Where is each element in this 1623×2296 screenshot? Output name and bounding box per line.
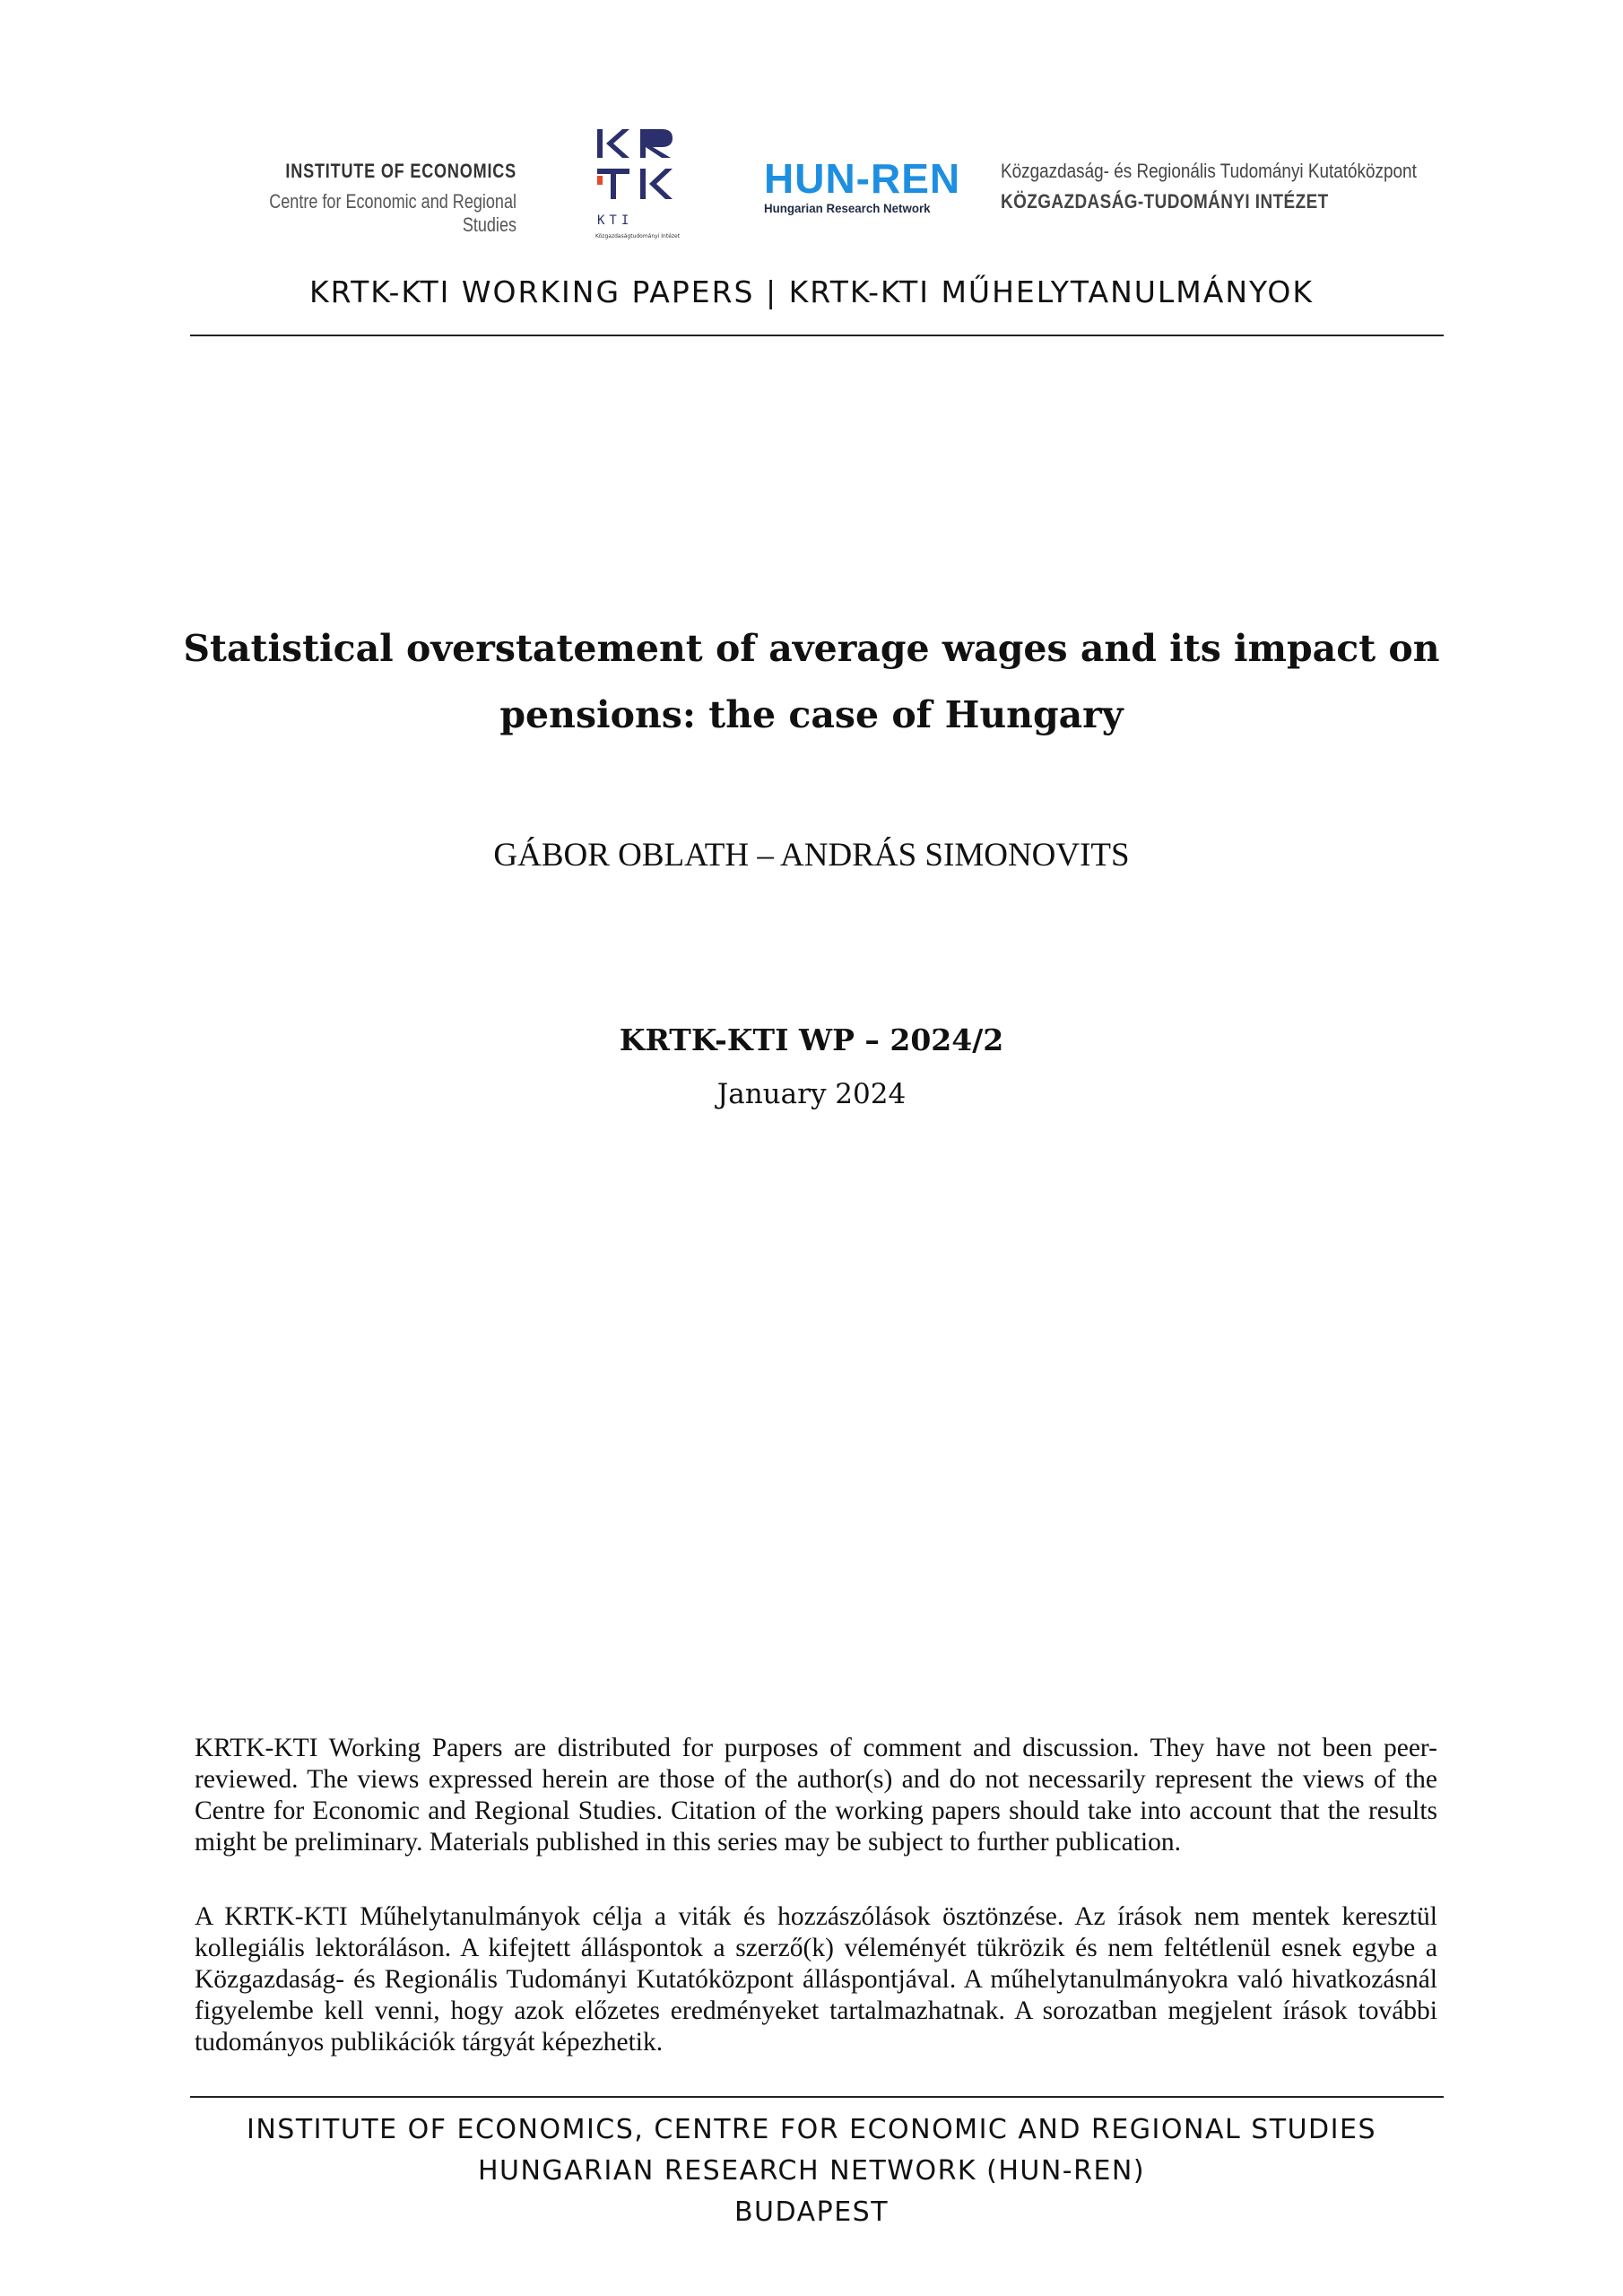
krtk-logo [1001, 160, 1467, 213]
footer-divider [190, 2096, 1444, 2098]
krtk-logo-line1: Közgazdaság- és Regionális Tudományi Kutatóközpont [1001, 160, 1417, 182]
disclaimer-english: KRTK-KTI Working Papers are distributed for purposes of comment and discussion. They have not been peer-reviewed. The views expressed herein are those of the author(s) and do not necessarily represent the views of the Centre for Economic and Regional Studies. Citation of the working papers should take into account that the results might be preliminary. Materials published in this series may be subject to further publication. [195, 1734, 1437, 1857]
footer-line1: INSTITUTE OF ECONOMICS, CENTRE FOR ECONOMIC AND REGIONAL STUDIES [246, 2114, 1376, 2145]
logo-row [0, 0, 1623, 269]
krtk-logo-line2: KÖZGAZDASÁG-TUDOMÁNYI INTÉZET [1001, 190, 1329, 213]
hun-ren-logo-tagline: Hungarian Research Network [764, 201, 931, 215]
footer-line3: BUDAPEST [733, 2196, 890, 2228]
paper-authors: GÁBOR OBLATH – ANDRÁS SIMONOVITS [493, 837, 1130, 874]
paper-title-line2: pensions: the case of Hungary [499, 693, 1124, 736]
series-header: KRTK-KTI WORKING PAPERS | KRTK-KTI MŰHELYTANULMÁNYOK [308, 274, 1315, 309]
kti-logo [594, 126, 683, 251]
working-paper-number: KRTK-KTI WP – 2024/2 [619, 1022, 1004, 1057]
hun-ren-logo [764, 155, 961, 215]
paper-title [179, 615, 1444, 748]
disclaimer-hungarian: A KRTK-KTI Műhelytanulmányok célja a viták és hozzászólások ösztönzése. Az írások nem mentek keresztül kollegiális lektoráláson. A kifejtett álláspontok a szerző(k) véleményét tükrözik és nem feltétlenül esnek egybe a Közgazdaság- és Regionális Tudományi Kutatóközpont álláspontjával. A műhelytanulmányokra való hivatkozásnál figyelembe kell venni, hogy azok előzetes eredményeket tartalmazhatnak. A sorozatban megjelent írások további tudományos publikációk tárgyát képezhetik. [195, 1902, 1437, 2057]
institute-logo-line1: INSTITUTE OF ECONOMICS [285, 160, 516, 182]
paper-title-line1: Statistical overstatement of average wages and its impact on [183, 627, 1440, 670]
kti-logo-subcaption: Közgazdaságtudományi Intézet [595, 233, 681, 239]
footer-line2: HUNGARIAN RESEARCH NETWORK (HUN-REN) [477, 2155, 1146, 2187]
institute-of-economics-logo [179, 160, 516, 237]
kti-monogram-icon [594, 126, 683, 212]
footer [0, 2109, 1623, 2233]
hun-ren-logo-name: HUN-REN [764, 155, 961, 202]
kti-logo-caption: KTI [597, 213, 634, 228]
institute-logo-line2: Centre for Economic and Regional Studies [269, 190, 516, 236]
publication-date: January 2024 [716, 1078, 907, 1110]
header-divider [190, 335, 1444, 336]
